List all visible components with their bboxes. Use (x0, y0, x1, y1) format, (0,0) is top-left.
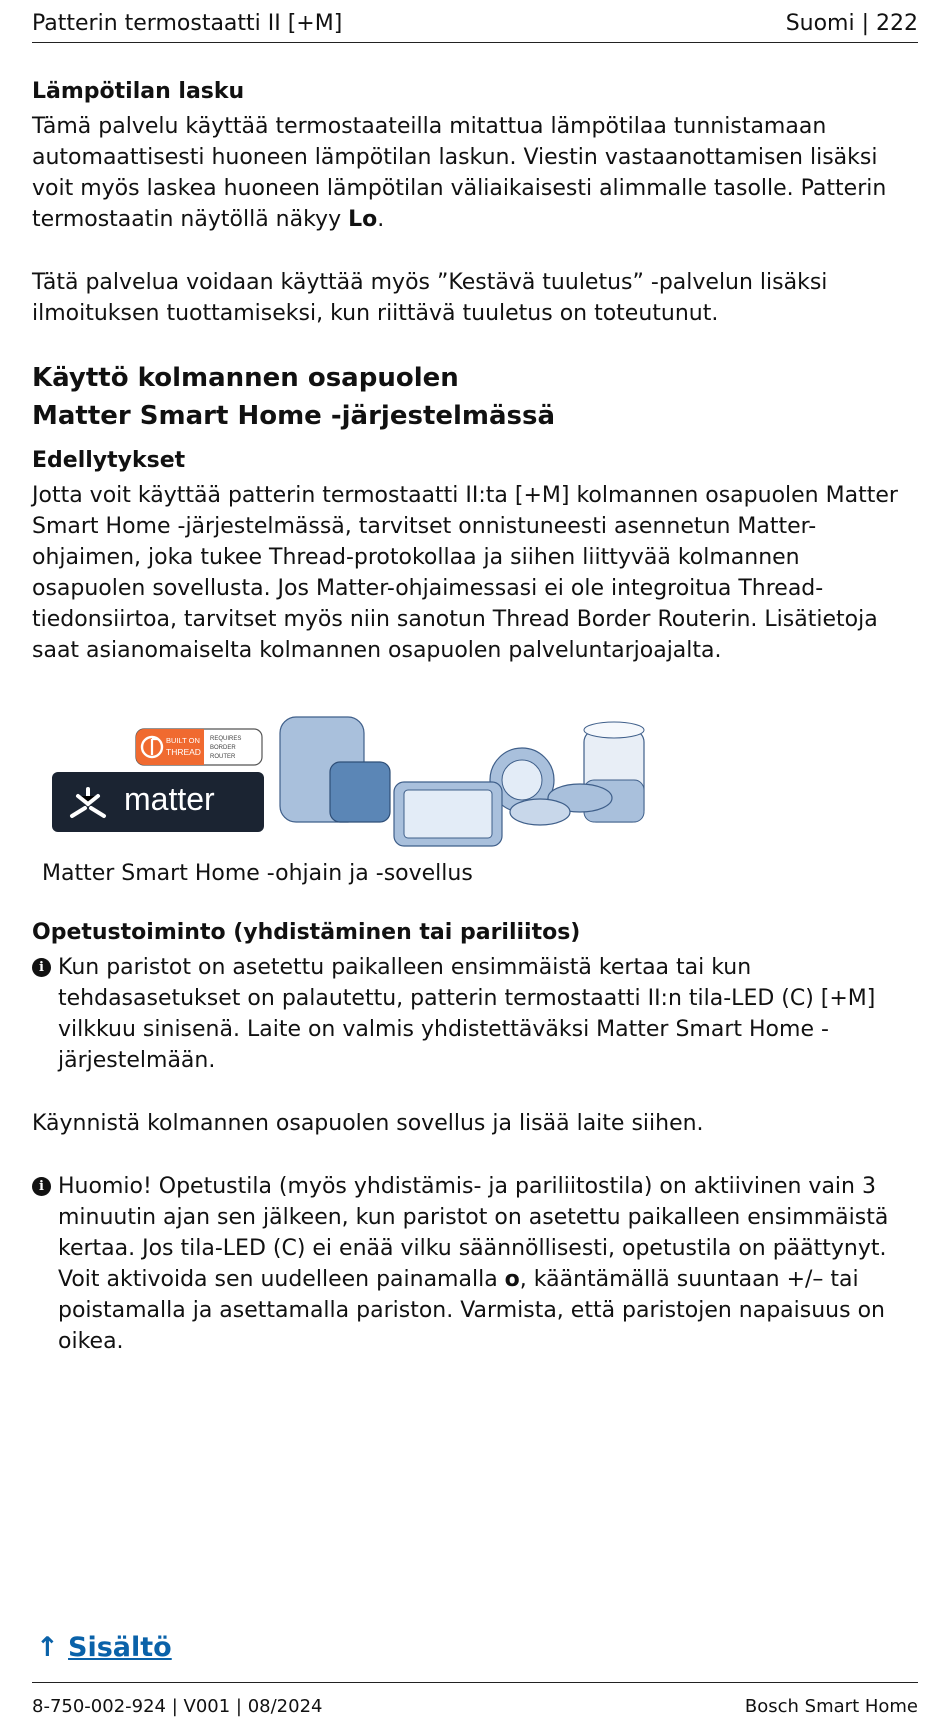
section-heading-learning-mode: Opetustoiminto (yhdistäminen tai pariliitos) (32, 920, 581, 945)
hub-device (330, 762, 390, 822)
table-of-contents-link[interactable] (36, 1632, 172, 1663)
svg-text:matter: matter (124, 781, 215, 817)
page-content (32, 76, 918, 1357)
paragraph-prerequisites: Jotta voit käyttää patterin termostaatti II:ta [+M] kolmannen osapuolen Matter Smart Home -järjestelmässä, tarvitset onnistuneesti asennetun Matter-ohjaimen, joka tukee Thread-protokollaa ja siihen liittyvää kolmannen osapuolen sovellusta. Jos Matter-ohjaimessasi ei ole integroitua Thread-tiedonsiirtoa, tarvitset myös niin sanotun Thread Border Routerin. Lisätietoja saat asianomaiselta kolmannen osapuolen palveluntarjoajalta. (32, 483, 898, 663)
document-title: Patterin termostaatti II [+M] (32, 10, 343, 36)
svg-text:BORDER: BORDER (210, 745, 236, 751)
matter-devices-illustration (32, 712, 652, 848)
up-arrow-icon: ↑ (36, 1632, 59, 1663)
matter-illustration (32, 712, 918, 848)
page-header (32, 4, 918, 43)
section-title-matter: Käyttö kolmannen osapuolen Matter Smart Home -järjestelmässä (32, 363, 556, 431)
smart-home-devices (280, 717, 644, 846)
svg-text:REQUIRES: REQUIRES (210, 736, 242, 742)
svg-text:THREAD: THREAD (166, 747, 201, 757)
info-icon: i (32, 1177, 51, 1196)
info-note-learning-timeout: i Huomio! Opetustila (myös yhdistämis- ja pariliitostila) on aktiivinen vain 3 minuutin ajan sen jälkeen, kun paristot on asetettu paikalleen ensimmäistä kertaa. Jos tila-LED (C) ei enää vilku säännöllisesti, opetustila on päättynyt. Voit aktivoida sen uudelleen painamalla o, kääntämällä suuntaan +/– tai poistamalla ja asettamalla pariston. Varmista, että paristojen napaisuus on oikea. (32, 1171, 918, 1357)
figure-caption: Matter Smart Home -ohjain ja -sovellus (42, 861, 473, 886)
paragraph-temperature-drop: Tämä palvelu käyttää termostaateilla mitattua lämpötilaa tunnistamaan automaattisesti huoneen lämpötilan laskun. Viestin vastaanottamisen lisäksi voit myös laskea huoneen lämpötilan väliaikaisesti alimmalle tasolle. Patterin termostaatin näytöllä näkyy Lo. (32, 114, 887, 232)
matter-logo (52, 772, 264, 832)
document-number: 8-750-002-924 | V001 | 08/2024 (32, 1695, 323, 1717)
page-footer (32, 1682, 918, 1729)
section-heading-temperature-drop: Lämpötilan lasku (32, 79, 245, 104)
page-number: Suomi | 222 (785, 10, 918, 36)
svg-text:BUILT ON: BUILT ON (166, 736, 200, 745)
info-note-pairing: i Kun paristot on asetettu paikalleen ensimmäistä kertaa tai kun tehdasasetukset on palautettu, patterin termostaatti II:n tila-LED (C) [+M] vilkkuu sinisenä. Laite on valmis yhdistettäväksi Matter Smart Home -järjestelmään. (32, 952, 918, 1076)
subheading-prerequisites: Edellytykset (32, 448, 186, 473)
toc-link-label: Sisältö (68, 1632, 172, 1663)
info-icon: i (32, 958, 51, 977)
button-symbol-icon: o (504, 1267, 520, 1292)
paragraph-ventilation: Tätä palvelua voidaan käyttää myös ”Kestävä tuuletus” -palvelun lisäksi ilmoituksen tuottamiseksi, kun riittävä tuuletus on toteutunut. (32, 270, 828, 326)
thread-badge (136, 729, 262, 765)
paragraph-start-app: Käynnistä kolmannen osapuolen sovellus ja lisää laite siihen. (32, 1111, 704, 1136)
display-code-lo: Lo (348, 207, 378, 232)
display-device (394, 782, 502, 846)
svg-text:ROUTER: ROUTER (210, 754, 236, 760)
brand-name: Bosch Smart Home (744, 1695, 918, 1717)
